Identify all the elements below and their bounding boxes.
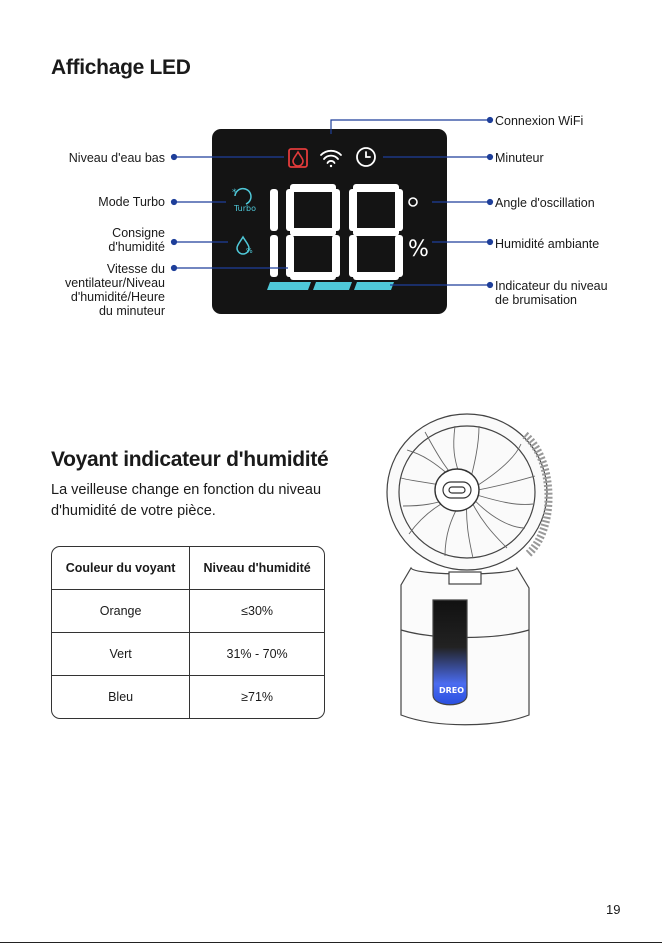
table-header: Couleur du voyant (52, 547, 190, 590)
table-cell: ≤30% (190, 590, 324, 633)
table-cell: 31% - 70% (190, 633, 324, 676)
table-row (52, 590, 324, 633)
label-mist-level: Indicateur du niveau de brumisation (495, 279, 608, 307)
table-cell: Bleu (52, 676, 190, 718)
label-timer: Minuteur (495, 151, 544, 165)
fan-device-illustration (375, 410, 575, 735)
page-bottom-rule (0, 942, 662, 943)
table-cell: Orange (52, 590, 190, 633)
table-row (52, 633, 324, 676)
table-cell: ≥71% (241, 690, 274, 704)
svg-text:*: * (232, 188, 237, 198)
fan-head (387, 414, 549, 570)
label-ambient-humidity: Humidité ambiante (495, 237, 600, 251)
label-setpoint: Consigne d'humidité (108, 226, 165, 254)
table-header-row (52, 547, 324, 590)
table-row (52, 676, 324, 718)
label-oscillation: Angle d'oscillation (495, 196, 595, 210)
brand-logo: DREO (439, 686, 465, 695)
turbo-label: Turbo (234, 204, 257, 213)
svg-text:%: % (246, 247, 253, 255)
label-water-level: Niveau d'eau bas (68, 151, 165, 165)
fan-base (401, 568, 529, 725)
percent-symbol: % (408, 237, 429, 262)
humidity-table (51, 546, 325, 719)
page-number: 19 (606, 902, 621, 917)
label-wifi: Connexion WiFi (495, 114, 584, 128)
section-intro: La veilleuse change en fonction du niveau d'humidité de votre pièce. (51, 482, 322, 519)
label-fan-speed: Vitesse du ventilateur/Niveau d'humidité/Heure du minuteur (64, 262, 165, 318)
label-turbo: Mode Turbo (98, 195, 165, 209)
section-title-humidity-light: Voyant indicateur d'humidité (51, 448, 329, 471)
table-header: Niveau d'humidité (190, 547, 324, 590)
section-title-led: Affichage LED (51, 56, 191, 79)
table-cell: Vert (52, 633, 190, 676)
